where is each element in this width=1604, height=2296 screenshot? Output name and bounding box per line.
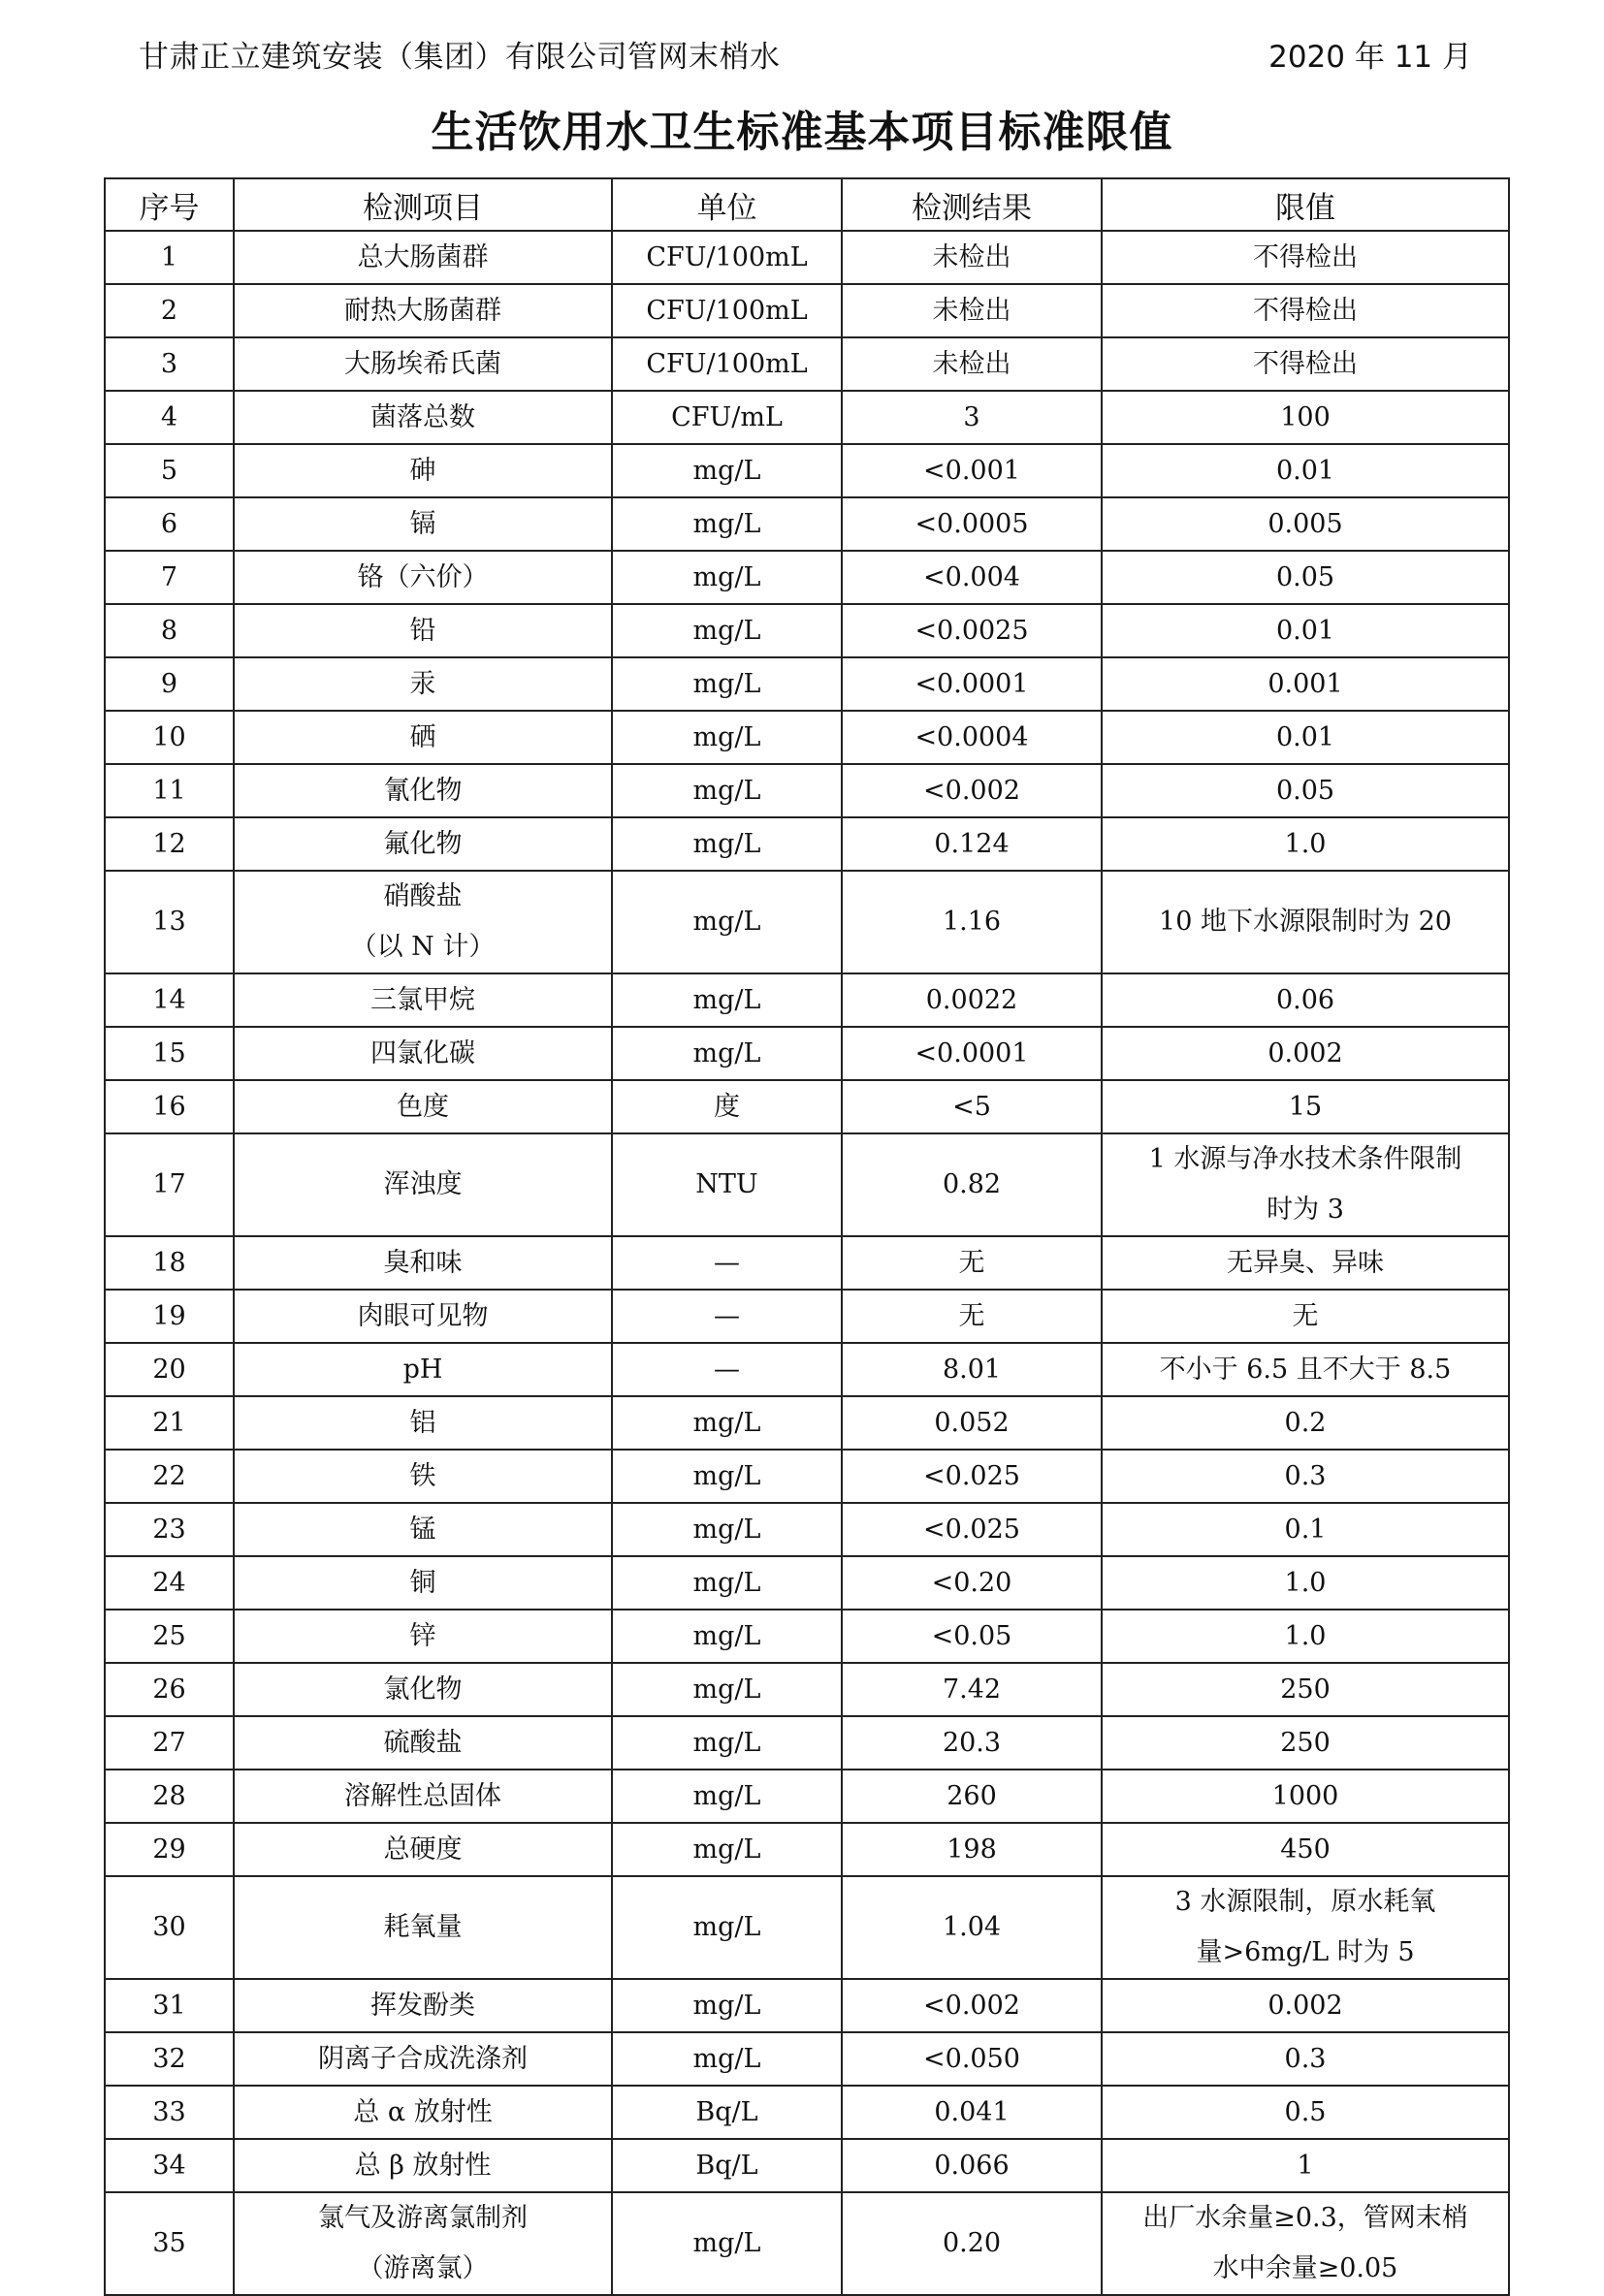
cell-unit: mg/L [612, 604, 842, 657]
cell-result: <0.20 [842, 1556, 1102, 1610]
table-row [105, 817, 1509, 871]
cell-no: 34 [105, 2139, 234, 2192]
table-row [105, 284, 1509, 337]
table-row [105, 1503, 1509, 1556]
cell-item: 色度 [234, 1080, 612, 1133]
table-row [105, 1133, 1509, 1236]
cell-no: 27 [105, 1716, 234, 1770]
cell-result: <0.025 [842, 1450, 1102, 1503]
cell-limit: 0.01 [1102, 604, 1509, 657]
table-row [105, 2192, 1509, 2295]
table-header-row [105, 178, 1509, 231]
cell-limit: 无异臭、异味 [1102, 1236, 1509, 1290]
col-header-unit: 单位 [612, 178, 842, 231]
cell-no: 33 [105, 2086, 234, 2139]
table-row [105, 1343, 1509, 1396]
cell-limit: 无 [1102, 1290, 1509, 1343]
cell-limit [1102, 2192, 1509, 2295]
cell-unit: mg/L [612, 1663, 842, 1716]
cell-limit: 450 [1102, 1823, 1509, 1876]
cell-result: <0.0001 [842, 657, 1102, 711]
cell-result: 未检出 [842, 231, 1102, 284]
cell-unit: Bq/L [612, 2139, 842, 2192]
cell-item [234, 871, 612, 973]
col-header-item: 检测项目 [234, 178, 612, 231]
cell-item: 大肠埃希氏菌 [234, 337, 612, 391]
cell-limit: 0.005 [1102, 497, 1509, 551]
cell-result: <0.002 [842, 764, 1102, 817]
table-row [105, 711, 1509, 764]
cell-item: 总 α 放射性 [234, 2086, 612, 2139]
cell-result: <0.025 [842, 1503, 1102, 1556]
cell-result: 无 [842, 1290, 1102, 1343]
table-row [105, 1663, 1509, 1716]
cell-unit: mg/L [612, 1716, 842, 1770]
cell-no: 18 [105, 1236, 234, 1290]
cell-limit: 0.002 [1102, 1979, 1509, 2032]
cell-unit: mg/L [612, 871, 842, 973]
cell-limit: 不小于 6.5 且不大于 8.5 [1102, 1343, 1509, 1396]
cell-unit: — [612, 1343, 842, 1396]
cell-unit: NTU [612, 1133, 842, 1236]
table-row [105, 604, 1509, 657]
cell-result: <0.05 [842, 1610, 1102, 1663]
cell-limit: 0.3 [1102, 2032, 1509, 2086]
table-row [105, 1716, 1509, 1770]
cell-result: <0.002 [842, 1979, 1102, 2032]
cell-unit: mg/L [612, 444, 842, 497]
header-organization: 甘肃正立建筑安装（集团）有限公司管网末梢水 [139, 40, 781, 75]
cell-result: 20.3 [842, 1716, 1102, 1770]
cell-unit: mg/L [612, 2032, 842, 2086]
cell-limit: 0.01 [1102, 444, 1509, 497]
cell-item: 硫酸盐 [234, 1716, 612, 1770]
cell-result: 0.052 [842, 1396, 1102, 1450]
cell-limit: 0.01 [1102, 711, 1509, 764]
cell-unit: CFU/100mL [612, 231, 842, 284]
cell-no: 35 [105, 2192, 234, 2295]
table-row [105, 1450, 1509, 1503]
cell-no: 5 [105, 444, 234, 497]
cell-limit: 不得检出 [1102, 337, 1509, 391]
cell-item: 铁 [234, 1450, 612, 1503]
cell-limit: 250 [1102, 1663, 1509, 1716]
cell-no: 31 [105, 1979, 234, 2032]
table-body [105, 231, 1509, 2295]
table-row [105, 444, 1509, 497]
cell-limit: 1.0 [1102, 1610, 1509, 1663]
cell-limit: 0.001 [1102, 657, 1509, 711]
cell-unit: mg/L [612, 1876, 842, 1979]
table-row [105, 1770, 1509, 1823]
cell-limit-line2: 量>6mg/L 时为 5 [1196, 1937, 1415, 1967]
cell-item: 阴离子合成洗涤剂 [234, 2032, 612, 2086]
cell-result: <0.0025 [842, 604, 1102, 657]
table-row [105, 1236, 1509, 1290]
cell-unit: mg/L [612, 711, 842, 764]
table-row [105, 1027, 1509, 1080]
cell-limit: 0.1 [1102, 1503, 1509, 1556]
cell-unit: CFU/100mL [612, 337, 842, 391]
table-row [105, 391, 1509, 444]
cell-unit: mg/L [612, 551, 842, 604]
cell-item: 菌落总数 [234, 391, 612, 444]
cell-result: 未检出 [842, 337, 1102, 391]
table-row [105, 1556, 1509, 1610]
cell-no: 20 [105, 1343, 234, 1396]
page-title: 生活饮用水卫生标准基本项目标准限值 [431, 108, 1173, 157]
cell-limit: 0.3 [1102, 1450, 1509, 1503]
cell-no: 24 [105, 1556, 234, 1610]
cell-result: 0.82 [842, 1133, 1102, 1236]
table-row [105, 497, 1509, 551]
cell-result: 198 [842, 1823, 1102, 1876]
cell-item: 铝 [234, 1396, 612, 1450]
cell-item: 氟化物 [234, 817, 612, 871]
cell-limit: 100 [1102, 391, 1509, 444]
cell-limit: 不得检出 [1102, 231, 1509, 284]
table-row [105, 657, 1509, 711]
header-date: 2020 年 11 月 [1268, 40, 1472, 75]
cell-no: 15 [105, 1027, 234, 1080]
cell-unit: mg/L [612, 1503, 842, 1556]
cell-result: 260 [842, 1770, 1102, 1823]
cell-item: 肉眼可见物 [234, 1290, 612, 1343]
cell-result: 1.16 [842, 871, 1102, 973]
cell-item: 总大肠菌群 [234, 231, 612, 284]
cell-item: 总 β 放射性 [234, 2139, 612, 2192]
cell-item: pH [234, 1343, 612, 1396]
cell-unit: mg/L [612, 497, 842, 551]
cell-unit: mg/L [612, 2192, 842, 2295]
cell-item-line2: （以 N 计） [350, 932, 496, 962]
cell-unit: — [612, 1236, 842, 1290]
cell-item: 锰 [234, 1503, 612, 1556]
cell-no: 7 [105, 551, 234, 604]
cell-limit-line1: 1 水源与净水技术条件限制 [1148, 1144, 1462, 1174]
cell-unit: mg/L [612, 1770, 842, 1823]
table-row [105, 231, 1509, 284]
table-row [105, 337, 1509, 391]
cell-unit: CFU/mL [612, 391, 842, 444]
cell-no: 30 [105, 1876, 234, 1979]
table-row [105, 1876, 1509, 1979]
cell-item: 硒 [234, 711, 612, 764]
cell-no: 1 [105, 231, 234, 284]
cell-limit: 1 [1102, 2139, 1509, 2192]
cell-unit: mg/L [612, 1823, 842, 1876]
table-row [105, 871, 1509, 973]
cell-no: 25 [105, 1610, 234, 1663]
cell-unit: mg/L [612, 973, 842, 1027]
cell-no: 14 [105, 973, 234, 1027]
cell-item: 浑浊度 [234, 1133, 612, 1236]
cell-no: 23 [105, 1503, 234, 1556]
table-row [105, 1979, 1509, 2032]
cell-result: 3 [842, 391, 1102, 444]
cell-item: 挥发酚类 [234, 1979, 612, 2032]
cell-item: 臭和味 [234, 1236, 612, 1290]
table-row [105, 2086, 1509, 2139]
cell-result: <0.050 [842, 2032, 1102, 2086]
cell-item-line1: 硝酸盐 [383, 881, 463, 911]
cell-item: 三氯甲烷 [234, 973, 612, 1027]
cell-limit: 1.0 [1102, 1556, 1509, 1610]
cell-item: 溶解性总固体 [234, 1770, 612, 1823]
cell-result: 8.01 [842, 1343, 1102, 1396]
table-row [105, 551, 1509, 604]
cell-limit: 1000 [1102, 1770, 1509, 1823]
table-row [105, 1396, 1509, 1450]
cell-result: <5 [842, 1080, 1102, 1133]
cell-unit: mg/L [612, 817, 842, 871]
cell-no: 4 [105, 391, 234, 444]
cell-result: <0.0001 [842, 1027, 1102, 1080]
table-row [105, 2032, 1509, 2086]
cell-limit: 1.0 [1102, 817, 1509, 871]
cell-limit: 0.002 [1102, 1027, 1509, 1080]
cell-unit: Bq/L [612, 2086, 842, 2139]
cell-limit: 250 [1102, 1716, 1509, 1770]
cell-no: 16 [105, 1080, 234, 1133]
cell-no: 3 [105, 337, 234, 391]
cell-unit: mg/L [612, 764, 842, 817]
cell-result: 1.04 [842, 1876, 1102, 1979]
cell-result: <0.0004 [842, 711, 1102, 764]
cell-limit: 不得检出 [1102, 284, 1509, 337]
cell-result: 0.20 [842, 2192, 1102, 2295]
cell-limit: 0.5 [1102, 2086, 1509, 2139]
cell-result: 7.42 [842, 1663, 1102, 1716]
cell-no: 17 [105, 1133, 234, 1236]
cell-item: 氯化物 [234, 1663, 612, 1716]
cell-result: 0.0022 [842, 973, 1102, 1027]
cell-item: 汞 [234, 657, 612, 711]
cell-result: <0.0005 [842, 497, 1102, 551]
cell-unit: mg/L [612, 1610, 842, 1663]
cell-item: 耗氧量 [234, 1876, 612, 1979]
cell-result: 无 [842, 1236, 1102, 1290]
cell-result: 0.066 [842, 2139, 1102, 2192]
cell-no: 32 [105, 2032, 234, 2086]
table-row [105, 764, 1509, 817]
cell-unit: mg/L [612, 1450, 842, 1503]
table-row [105, 1080, 1509, 1133]
cell-result: <0.001 [842, 444, 1102, 497]
cell-limit-line1: 3 水源限制，原水耗氧 [1174, 1887, 1436, 1917]
cell-limit: 0.05 [1102, 764, 1509, 817]
table-row [105, 1610, 1509, 1663]
cell-no: 8 [105, 604, 234, 657]
cell-limit [1102, 1133, 1509, 1236]
table-row [105, 1823, 1509, 1876]
cell-no: 13 [105, 871, 234, 973]
cell-result: 0.041 [842, 2086, 1102, 2139]
cell-unit: mg/L [612, 1027, 842, 1080]
cell-limit: 0.2 [1102, 1396, 1509, 1450]
cell-no: 19 [105, 1290, 234, 1343]
cell-unit: mg/L [612, 1556, 842, 1610]
cell-item: 铬（六价） [234, 551, 612, 604]
cell-item: 锌 [234, 1610, 612, 1663]
cell-unit: mg/L [612, 657, 842, 711]
cell-no: 6 [105, 497, 234, 551]
table-row [105, 2139, 1509, 2192]
cell-limit-line1: 出厂水余量≥0.3，管网末梢 [1142, 2203, 1468, 2233]
cell-limit-line2: 水中余量≥0.05 [1212, 2253, 1398, 2283]
cell-item-line1: 氯气及游离氯制剂 [318, 2203, 528, 2233]
cell-unit: mg/L [612, 1396, 842, 1450]
cell-limit-line2: 时为 3 [1267, 1195, 1344, 1225]
cell-result: 未检出 [842, 284, 1102, 337]
cell-item: 四氯化碳 [234, 1027, 612, 1080]
cell-item: 氰化物 [234, 764, 612, 817]
cell-no: 2 [105, 284, 234, 337]
cell-unit: — [612, 1290, 842, 1343]
cell-no: 21 [105, 1396, 234, 1450]
cell-item: 铅 [234, 604, 612, 657]
cell-limit: 10 地下水源限制时为 20 [1102, 871, 1509, 973]
cell-item: 铜 [234, 1556, 612, 1610]
col-header-no: 序号 [105, 178, 234, 231]
cell-unit: CFU/100mL [612, 284, 842, 337]
cell-no: 28 [105, 1770, 234, 1823]
cell-no: 10 [105, 711, 234, 764]
col-header-limit: 限值 [1102, 178, 1509, 231]
table-row [105, 1290, 1509, 1343]
cell-result: <0.004 [842, 551, 1102, 604]
cell-result: 0.124 [842, 817, 1102, 871]
cell-no: 9 [105, 657, 234, 711]
cell-item: 总硬度 [234, 1823, 612, 1876]
cell-limit [1102, 1876, 1509, 1979]
cell-item [234, 2192, 612, 2295]
cell-unit: 度 [612, 1080, 842, 1133]
cell-limit: 15 [1102, 1080, 1509, 1133]
col-header-result: 检测结果 [842, 178, 1102, 231]
cell-item: 镉 [234, 497, 612, 551]
cell-item: 耐热大肠菌群 [234, 284, 612, 337]
cell-no: 29 [105, 1823, 234, 1876]
cell-no: 26 [105, 1663, 234, 1716]
cell-unit: mg/L [612, 1979, 842, 2032]
cell-item-line2: （游离氯） [357, 2253, 489, 2283]
cell-no: 11 [105, 764, 234, 817]
table-row [105, 973, 1509, 1027]
cell-no: 12 [105, 817, 234, 871]
cell-item: 砷 [234, 444, 612, 497]
cell-no: 22 [105, 1450, 234, 1503]
cell-limit: 0.06 [1102, 973, 1509, 1027]
cell-limit: 0.05 [1102, 551, 1509, 604]
water-standard-table [104, 177, 1510, 2296]
